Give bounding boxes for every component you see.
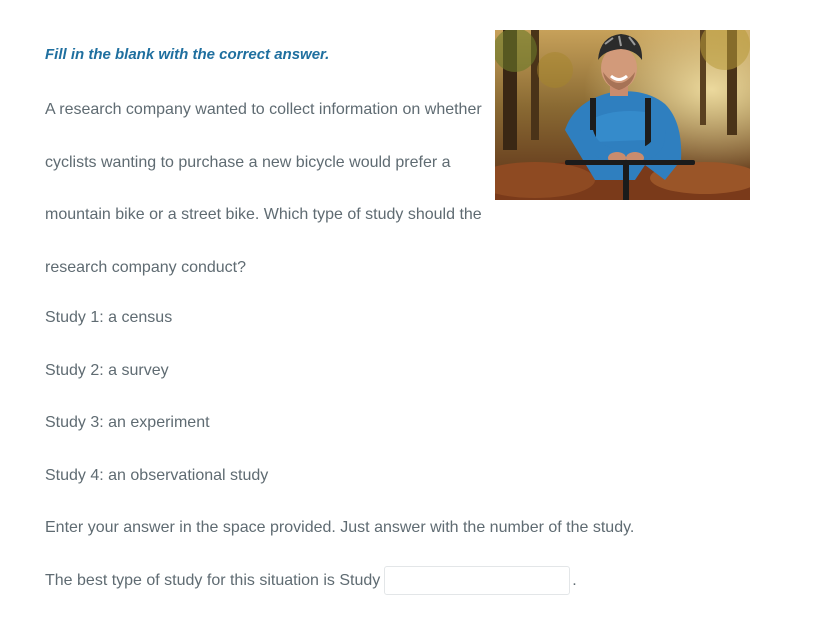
cyclist-photo (495, 30, 750, 200)
instruction-heading: Fill in the blank with the correct answer. (45, 46, 330, 63)
study-option-1: Study 1: a census (45, 309, 173, 326)
answer-sentence (45, 564, 577, 597)
study-option-4: Study 4: an observational study (45, 467, 269, 484)
answer-input[interactable] (384, 566, 570, 595)
study-option-2: Study 2: a survey (45, 362, 169, 379)
question-text: A research company wanted to collect information on whether cyclists wanting to purchase a new bicycle would prefer a mountain bike or a street bike. Which type of study should the research company conduct? (45, 101, 482, 276)
answer-suffix: . (572, 571, 577, 589)
study-option-3: Study 3: an experiment (45, 414, 210, 431)
answer-directions: Enter your answer in the space provided. Just answer with the number of the study. (45, 519, 635, 536)
answer-prefix: The best type of study for this situation is Study (45, 571, 381, 589)
